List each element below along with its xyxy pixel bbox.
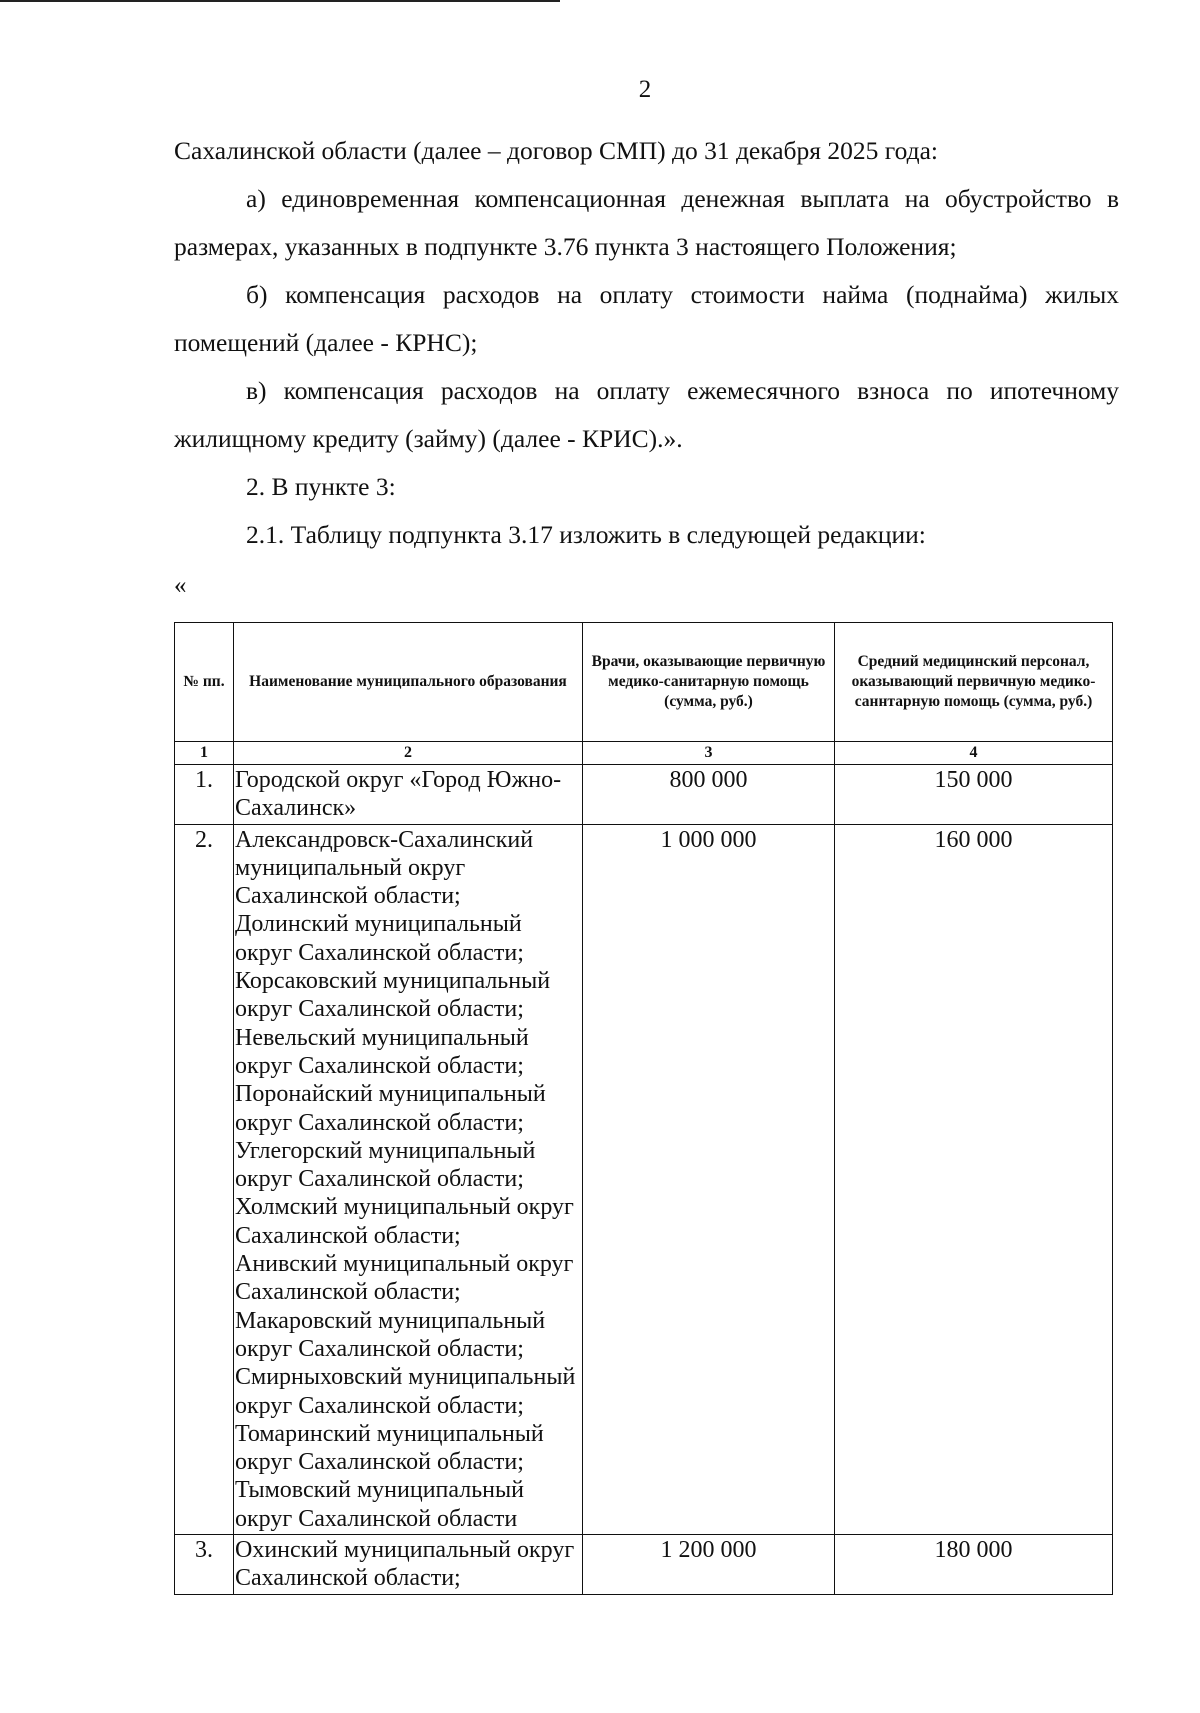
nurses-amount: 150 000 [835,765,1113,825]
municipality-name-line: Долинский муниципальный [235,911,522,938]
municipality-name-line: Невельский муниципальный [235,1024,529,1051]
municipality-name-line: Смирныховский муниципальный [235,1364,576,1391]
row-number: 2. [175,824,234,1534]
paragraph-item-v: в) компенсация расходов на оплату ежемесячного взноса по ипотечному жилищному кредиту (займу) (далее - КРИС).». [174,376,1119,453]
opening-quote-mark: « [174,572,187,599]
paragraph-item-b: б) компенсация расходов на оплату стоимости найма (поднайма) жилых помещений (далее - КРНС); [174,280,1119,357]
municipality-name-line: округ Сахалинской области [235,1505,518,1532]
row-number: 1. [175,765,234,825]
municipality-name-line: Городской округ «Город Южно- [235,767,562,793]
municipality-name-line: округ Сахалинской области; [235,996,524,1023]
top-border-line [0,0,560,2]
municipality-name-line: округ Сахалинской области; [235,1392,524,1419]
municipality-name [234,765,583,825]
municipality-name-line: Сахалинской области; [235,1222,461,1249]
municipality-name-line: Сахалинской области; [235,1279,461,1306]
column-number: 3 [583,742,835,765]
paragraph-section-2: 2. В пункте 3: [246,472,396,501]
column-number: 1 [175,742,234,765]
paragraph-continuation: Сахалинской области (далее – договор СМП) до 31 декабря 2025 года: [174,136,938,165]
nurses-amount: 180 000 [835,1535,1113,1595]
doctors-amount: 1 000 000 [583,824,835,1534]
municipality-name-line: Охинский муниципальный округ [235,1537,575,1564]
page-number: 2 [638,76,652,103]
doctors-amount: 800 000 [583,765,835,825]
municipality-name-line: округ Сахалинской области; [235,1335,524,1362]
row-number: 3. [175,1535,234,1595]
municipality-name-line: Холмский муниципальный округ [235,1194,574,1221]
municipality-name-line: Сахалинской области; [235,883,461,910]
body-text [174,127,1119,559]
nurses-amount: 160 000 [835,824,1113,1534]
municipality-name [234,1535,583,1595]
municipality-name-line: Углегорский муниципальный [235,1137,536,1164]
doctors-amount: 1 200 000 [583,1535,835,1595]
municipality-name-line: Корсаковский муниципальный [235,968,551,995]
table-row [175,1535,1113,1595]
municipality-name-line: Томаринский муниципальный [235,1420,544,1447]
header-doctors: Врачи, оказывающие первичную медико-санитарную помощь (сумма, руб.) [583,623,835,742]
municipality-name-line: Александровск-Сахалинский [235,826,534,853]
municipality-name-line: Анивский муниципальный округ [235,1251,574,1278]
header-nurses: Средний медицинский персонал, оказывающий первичную медико-саннтарную помощь (сумма, руб.) [835,623,1113,742]
column-number: 4 [835,742,1113,765]
municipality-name-line: Сахалинск» [235,795,357,822]
municipality-name [234,824,583,1534]
municipality-name-line: округ Сахалинской области; [235,1166,524,1193]
paragraph-item-a: а) единовременная компенсационная денежная выплата на обустройство в размерах, указанных в подпункте 3.76 пункта 3 настоящего Положения; [174,184,1119,261]
header-number: № пп. [175,623,234,742]
municipality-name-line: Сахалинской области; [235,1565,461,1592]
paragraph-section-2-1: 2.1. Таблицу подпункта 3.17 изложить в следующей редакции: [246,520,926,549]
municipality-name-line: Тымовский муниципальный [235,1477,524,1504]
municipality-name-line: округ Сахалинской области; [235,939,524,966]
compensation-table [174,622,1113,1595]
table-body [175,765,1113,1595]
municipality-name-line: Макаровский муниципальный [235,1307,546,1334]
municipality-name-line: округ Сахалинской области; [235,1109,524,1136]
municipality-name-line: муниципальный округ [235,854,466,881]
municipality-name-line: Поронайский муниципальный [235,1081,546,1108]
table-row [175,824,1113,1534]
column-number: 2 [234,742,583,765]
municipality-name-line: округ Сахалинской области; [235,1052,524,1079]
municipality-name-line: округ Сахалинской области; [235,1449,524,1476]
table-row [175,765,1113,825]
table-header-row [175,623,1113,742]
column-number-row [175,742,1113,765]
header-municipality: Наименование муниципального образования [234,623,583,742]
